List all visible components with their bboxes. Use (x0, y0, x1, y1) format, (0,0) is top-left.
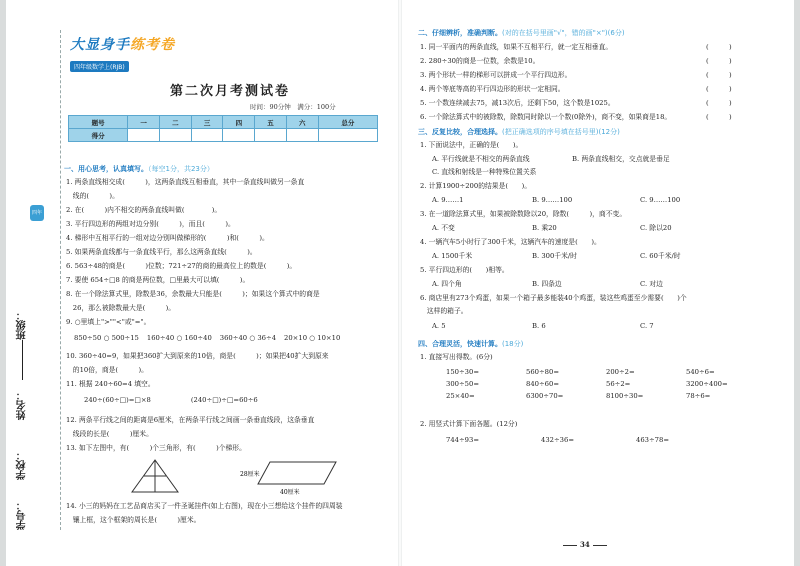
brand-name-b: 练考卷 (130, 37, 175, 53)
choice-2: 2. 计算1900÷200的结果是( )。 (420, 182, 532, 190)
choice-option[interactable]: B. 6 (532, 322, 546, 330)
choice-2-options (432, 194, 680, 207)
section-3-title (418, 127, 620, 137)
question-12-cont: 线段的长是( )厘米。 (66, 430, 153, 438)
name-label: 姓名： (17, 390, 28, 420)
score-header: 五 (255, 116, 287, 129)
score-cell[interactable] (128, 129, 160, 142)
section-3-note: (把正确选项的序号填在括号里)(12分) (502, 128, 620, 136)
score-header: 二 (159, 116, 191, 129)
section-4-title (418, 339, 523, 349)
calc-item[interactable]: 25×40= (446, 392, 475, 400)
id-label: 学号： (17, 500, 28, 530)
base-length-label: 40厘米 (280, 489, 300, 496)
calc-item[interactable]: 150÷30= (446, 368, 480, 376)
judge-1: 1. 同一平面内的两条直线，如果不互相平行，就一定互相垂直。 (420, 43, 613, 51)
exam-title: 第二次月考测试卷 (169, 84, 290, 99)
choice-option[interactable]: A. 不变 (432, 224, 455, 232)
q11-item[interactable]: (240÷□)÷□=60÷6 (190, 396, 258, 404)
compare-item[interactable]: 160÷40 ○ 160÷40 (146, 334, 212, 342)
question-11: 11. 根据 240÷60=4 填空。 (66, 380, 155, 388)
compare-row (74, 334, 340, 342)
choice-3: 3. 在一道除法算式里，如果被除数除以20，除数( )，商不变。 (420, 210, 627, 218)
calc-item[interactable]: 8100÷30= (606, 392, 644, 400)
choice-option[interactable]: C. 60千米/时 (640, 252, 681, 260)
judge-2: 2. 280÷30的商是一位数，余数是10。 (420, 57, 540, 65)
question-1-cont: 线的( )。 (66, 192, 119, 200)
calc-item[interactable]: 840÷60= (526, 380, 560, 388)
class-line (22, 340, 23, 380)
judge-6: 6. 一个除法算式中的被除数，除数同时除以一个数(0除外)，商不变，如果商是18。 (420, 113, 672, 121)
judge-5: 5. 一个数连续减去75，减13次后，还剩下50，这个数是1025。 (420, 99, 615, 107)
calc-part-1: 1. 直接写出得数。(6分) (420, 353, 493, 361)
judge-3: 3. 两个形状一样的梯形可以拼成一个平行四边形。 (420, 71, 572, 79)
score-cell[interactable] (159, 129, 191, 142)
parallelogram-figure (240, 458, 350, 498)
compare-item[interactable]: 360÷40 ○ 36÷4 (219, 334, 277, 342)
class-label: 班级： (17, 310, 28, 340)
choice-option[interactable]: C. 7 (640, 322, 654, 330)
question-8-cont: 26，那么被除数最大是( )。 (66, 304, 176, 312)
choice-option[interactable]: C. 除以20 (640, 224, 672, 232)
question-10: 10. 360÷40=9，如果把360扩大到原来的10倍，商是( )；如果把40扩大到原来 (66, 352, 329, 360)
time-info: 时间：90分钟 满分：100分 (250, 103, 336, 111)
section-2-note: (对的在括号里画"√"，错的画"×")(6分) (502, 29, 625, 37)
choice-3-options (432, 222, 672, 235)
choice-1: 1. 下面说法中，正确的是( )。 (420, 141, 523, 149)
section-4-note: (18分) (502, 340, 524, 348)
vertical-calc-item[interactable]: 463÷78= (636, 436, 670, 444)
school-label: 学校： (17, 450, 28, 480)
compare-item[interactable]: 850÷50 ○ 500÷15 (74, 334, 139, 342)
judge-answer-6[interactable]: ( ) (706, 113, 732, 121)
triangle-figure (130, 458, 180, 494)
question-5: 5. 如果两条直线都与一条直线平行，那么这两条直线( )。 (66, 248, 257, 256)
score-header: 一 (128, 116, 160, 129)
brand-subtitle: 四年级数学上(RJB) (70, 61, 129, 72)
question-13: 13. 如下左图中，有( )个三角形，有( )个梯形。 (66, 444, 246, 452)
score-cell[interactable] (286, 129, 318, 142)
question-3: 3. 平行四边形的两组对边分别( )，而且( )。 (66, 220, 235, 228)
question-8: 8. 在一个除法算式里，除数是36，余数最大只能是( )；如果这个算式中的商是 (66, 290, 320, 298)
question-2: 2. 在( )内不相交的两条直线叫做( )。 (66, 206, 222, 214)
question-4: 4. 梯形中互相平行的一组对边分别叫做梯形的( )和( )。 (66, 234, 269, 242)
question-7: 7. 要使 654÷□8 的商是两位数，□里最大可以填( )。 (66, 276, 250, 284)
calc-part-2: 2. 用竖式计算下面各题。(12分) (420, 420, 518, 428)
choice-option[interactable]: B. 四条边 (532, 280, 562, 288)
score-row-label: 得分 (69, 129, 128, 142)
page-edge-right (794, 0, 800, 566)
choice-option[interactable]: C. 对边 (640, 280, 663, 288)
section-1-heading: 一、用心思考，认真填写。 (64, 165, 148, 173)
vertical-calc-item[interactable]: 432÷36= (541, 436, 575, 444)
binding-strip (10, 10, 50, 550)
question-1: 1. 两条直线相交成( )，这两条直线互相垂直，其中一条直线叫做另一条直 (66, 178, 305, 186)
judge-answer-3[interactable]: ( ) (706, 71, 732, 79)
page-number: 34 (560, 540, 610, 549)
score-header: 总分 (318, 116, 377, 129)
choice-option[interactable]: B. 300千米/时 (532, 252, 577, 260)
vertical-calc-item[interactable]: 744÷93= (446, 436, 480, 444)
choice-option[interactable]: B. 9……100 (532, 196, 573, 204)
choice-4: 4. 一辆汽车5小时行了300千米，这辆汽车的速度是( )。 (420, 238, 601, 246)
choice-option[interactable]: C. 直线和射线是一种特殊位置关系 (432, 168, 537, 176)
section-2-heading: 二、仔细辨析，准确判断。 (418, 29, 502, 37)
score-header-row (69, 116, 378, 129)
section-3-heading: 三、反复比较，合理选择。 (418, 128, 502, 136)
cut-line (60, 30, 61, 530)
choice-5-options (432, 278, 663, 291)
brand-name-a: 大显身手 (70, 37, 130, 53)
choice-6-cont: 这样的箱子。 (420, 307, 468, 315)
section-4-heading: 四、合理灵活，快速计算。 (418, 340, 502, 348)
section-1-title (64, 164, 214, 174)
choice-4-options (432, 250, 681, 263)
question-14: 14. 小三的妈妈在工艺品商店买了一件圣诞挂件(如上右图)，现在小三想给这个挂件的四周装 (66, 502, 343, 510)
q11-row (84, 396, 258, 404)
q11-item[interactable]: 240÷(60÷□)=□×8 (84, 396, 151, 404)
judge-answer-5[interactable]: ( ) (706, 99, 732, 107)
calc-item[interactable]: 56÷2= (606, 380, 631, 388)
score-header: 题号 (69, 116, 128, 129)
choice-option[interactable]: C. 9……100 (640, 196, 681, 204)
calc-item[interactable]: 560÷80= (526, 368, 560, 376)
question-9: 9. ○里填上">""<"或"="。 (66, 318, 151, 326)
calc-item[interactable]: 200÷2= (606, 368, 635, 376)
score-header: 三 (191, 116, 223, 129)
grade-badge: 四年级数学 (30, 205, 44, 221)
score-cell[interactable] (255, 129, 287, 142)
choice-6: 6. 商店里有273个鸡蛋，如果一个箱子最多能装40个鸡蛋，装这些鸡蛋至少需要( )个 (420, 294, 687, 302)
choice-option[interactable]: A. 1500千米 (432, 252, 473, 260)
section-1-note: （每空1分，共23分） (148, 165, 214, 173)
side-length-label: 28厘米 (240, 471, 260, 478)
calc-item[interactable]: 3200÷400= (686, 380, 728, 388)
choice-option[interactable]: B. 两条直线相交，交点就是垂足 (572, 155, 670, 163)
question-6: 6. 563÷48的商是( )位数；721÷27的商的最高位上的数是( )。 (66, 262, 297, 270)
score-table (68, 115, 378, 142)
choice-option[interactable]: A. 四个角 (432, 280, 462, 288)
calc-item[interactable]: 300÷50= (446, 380, 480, 388)
score-cell[interactable] (223, 129, 255, 142)
score-header: 六 (286, 116, 318, 129)
choice-option[interactable]: A. 5 (432, 322, 446, 330)
score-header: 四 (223, 116, 255, 129)
question-14-cont: 镶上框，这个框架的周长是( )厘米。 (66, 516, 201, 524)
question-10-cont: 的10倍，商是( )。 (66, 366, 148, 374)
judge-answer-1[interactable]: ( ) (706, 43, 732, 51)
choice-1-options (432, 153, 670, 166)
page-edge-left (0, 0, 6, 566)
score-cell[interactable] (191, 129, 223, 142)
calc-item[interactable]: 540÷6= (686, 368, 715, 376)
score-cell[interactable] (318, 129, 377, 142)
choice-6-options (432, 320, 654, 333)
calc-item[interactable]: 6300÷70= (526, 392, 564, 400)
judge-answer-2[interactable]: ( ) (706, 57, 732, 65)
vertical-calc-row (446, 436, 669, 444)
question-12: 12. 两条平行线之间的距离是6厘米，在两条平行线之间画一条垂直线段，这条垂直 (66, 416, 315, 424)
calc-item[interactable]: 78÷6= (686, 392, 711, 400)
choice-option[interactable]: B. 乘20 (532, 224, 557, 232)
choice-1-options-2 (432, 166, 536, 179)
judge-4: 4. 两个等底等高的平行四边形的形状一定相同。 (420, 85, 565, 93)
compare-item[interactable]: 20×10 ○ 10×10 (284, 334, 341, 342)
choice-5: 5. 平行四边形的( )相等。 (420, 266, 509, 274)
choice-option[interactable]: A. 9……1 (432, 196, 464, 204)
section-2-title (418, 28, 625, 38)
judge-answer-4[interactable]: ( ) (706, 85, 732, 93)
brand-logo (70, 34, 175, 73)
choice-option[interactable]: A. 平行线就是不相交的两条直线 (432, 155, 530, 163)
calc-grid (446, 368, 766, 400)
score-row (69, 129, 378, 142)
